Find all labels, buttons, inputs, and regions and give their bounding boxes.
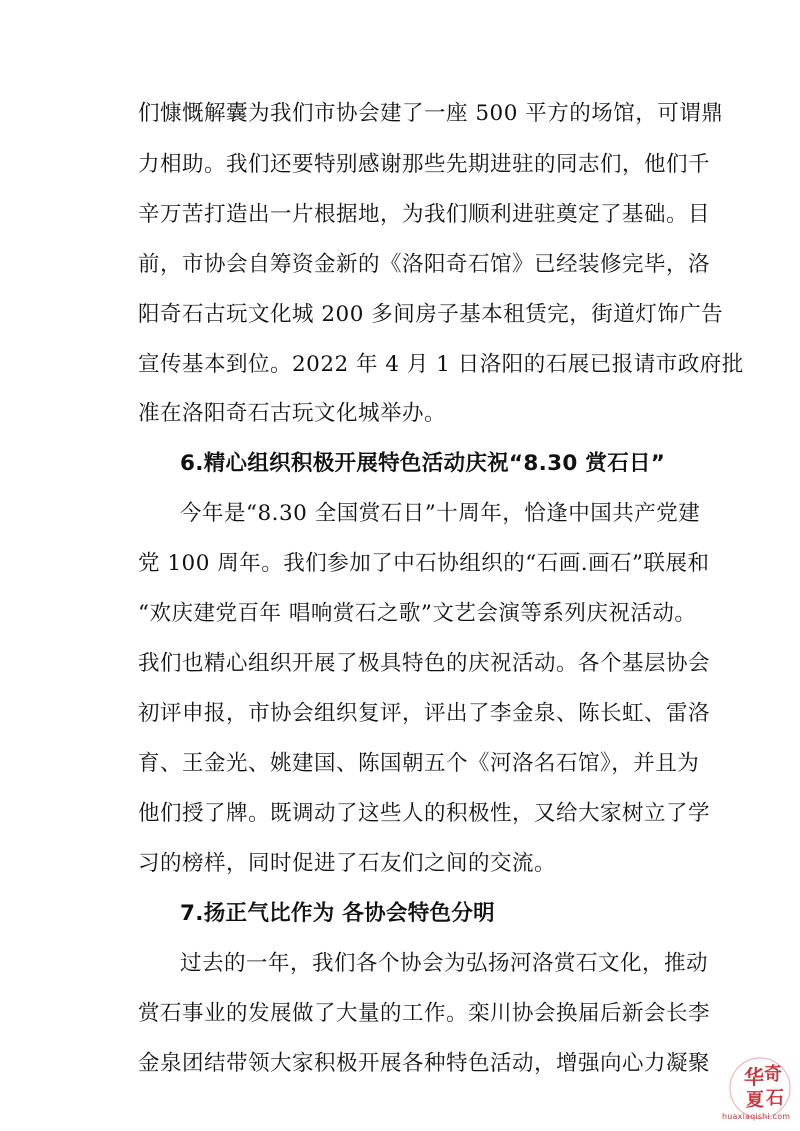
watermark-char-4: 石	[766, 1088, 784, 1109]
paragraph-2-line-8: 习的榜样，同时促进了石友们之间的交流。	[138, 851, 557, 876]
paragraph-2-line-4: 我们也精心组织开展了极具特色的庆祝活动。各个基层协会	[138, 651, 711, 676]
paragraph-3-line-3: 金泉团结带领大家积极开展各种特色活动，增强向心力凝聚	[138, 1051, 711, 1076]
watermark-char-1: 华	[744, 1065, 764, 1089]
section-heading-7: 7.扬正气比作为 各协会特色分明	[180, 901, 495, 926]
paragraph-1-line-4: 前，市协会自筹资金新的《洛阳奇石馆》已经装修完毕，洛	[138, 252, 711, 277]
paragraph-1-line-3: 辛万苦打造出一片根据地，为我们顺利进驻奠定了基础。目	[138, 202, 711, 227]
paragraph-2-line-6: 育、王金光、姚建国、陈国朝五个《河洛名石馆》，并且为	[138, 751, 700, 776]
paragraph-1-line-1: 们慷慨解囊为我们市协会建了一座 500 平方的场馆，可谓鼎	[138, 101, 724, 126]
paragraph-2-line-1: 今年是“8.30 全国赏石日”十周年，恰逢中国共产党建	[180, 501, 701, 526]
paragraph-2-line-5: 初评申报，市协会组织复评，评出了李金泉、陈长虹、雷洛	[138, 701, 711, 726]
paragraph-3-line-1: 过去的一年，我们各个协会为弘扬河洛赏石文化，推动	[180, 951, 709, 976]
watermark-char-3: 奇	[764, 1064, 782, 1085]
paragraph-1-line-7: 准在洛阳奇石古玩文化城举办。	[138, 401, 447, 426]
paragraph-2-line-3: “欢庆建党百年 唱响赏石之歌”文艺会演等系列庆祝活动。	[138, 601, 697, 626]
paragraph-2-line-7: 他们授了牌。既调动了这些人的积极性，又给大家树立了学	[138, 801, 711, 826]
watermark-url: huaxiaqishi.com	[722, 1112, 791, 1121]
watermark-char-2: 夏	[746, 1090, 764, 1111]
paragraph-2-line-2: 党 100 周年。我们参加了中石协组织的“石画.画石”联展和	[138, 551, 710, 576]
paragraph-1-line-2: 力相助。我们还要特别感谢那些先期进驻的同志们，他们千	[138, 152, 711, 177]
paragraph-1-line-5: 阳奇石古玩文化城 200 多间房子基本租赁完，街道灯饰广告	[138, 302, 724, 327]
paragraph-1-line-6: 宣传基本到位。2022 年 4 月 1 日洛阳的石展已报请市政府批	[138, 352, 744, 377]
section-heading-6: 6.精心组织积极开展特色活动庆祝“8.30 赏石日”	[180, 451, 666, 476]
paragraph-3-line-2: 赏石事业的发展做了大量的工作。栾川协会换届后新会长李	[138, 1001, 711, 1026]
